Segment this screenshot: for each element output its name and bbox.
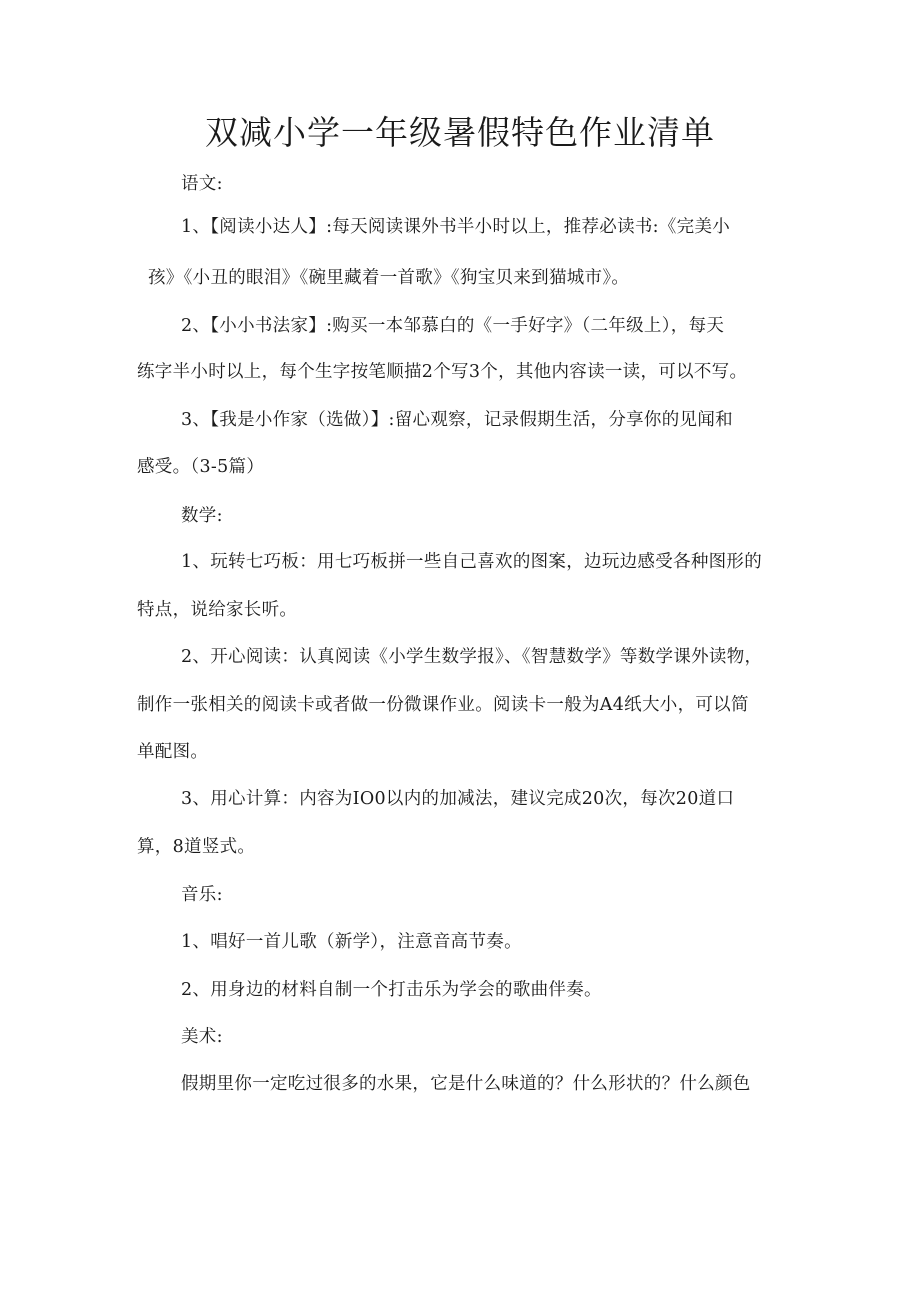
section-heading-math: 数学: [181,506,223,526]
paragraph-line: 感受。（3-5篇） [137,457,265,477]
paragraph-line: 孩》《小丑的眼泪》《碗里藏着一首歌》《狗宝贝来到猫城市》。 [148,268,630,288]
document-title: 双减小学一年级暑假特色作业清单 [205,113,715,152]
paragraph-line: 制作一张相关的阅读卡或者做一份微课作业。阅读卡一般为A4纸大小，可以简 [137,695,749,715]
paragraph-line: 2、用身边的材料自制一个打击乐为学会的歌曲伴奏。 [181,980,602,1000]
paragraph-line: 3、用心计算：内容为IO0以内的加减法，建议完成20次，每次20道口 [181,789,735,809]
section-heading-music: 音乐: [181,885,223,905]
section-heading-chinese: 语文: [181,174,223,194]
paragraph-line: 3、【我是小作家（选做）】:留心观察，记录假期生活，分享你的见闻和 [181,410,733,430]
paragraph-line: 1、【阅读小达人】:每天阅读课外书半小时以上，推荐必读书:《完美小 [181,217,731,237]
section-heading-art: 美术: [181,1027,223,1047]
paragraph-line: 练字半小时以上，每个生字按笔顺描2个写3个，其他内容读一读，可以不写。 [137,362,748,382]
paragraph-line: 单配图。 [137,742,209,762]
paragraph-line: 2、【小小书法家】:购买一本邹慕白的《一手好字》（二年级上），每天 [181,316,725,336]
paragraph-line: 假期里你一定吃过很多的水果，它是什么味道的？什么形状的？什么颜色 [181,1074,751,1094]
paragraph-line: 算，8道竖式。 [137,837,256,857]
paragraph-line: 特点，说给家长听。 [137,600,298,620]
paragraph-line: 1、玩转七巧板：用七巧板拼一些自己喜欢的图案，边玩边感受各种图形的 [181,552,763,572]
paragraph-line: 1、唱好一首儿歌（新学），注意音高节奏。 [181,932,522,952]
paragraph-line: 2、开心阅读：认真阅读《小学生数学报》、《智慧数学》等数学课外读物， [181,647,763,667]
